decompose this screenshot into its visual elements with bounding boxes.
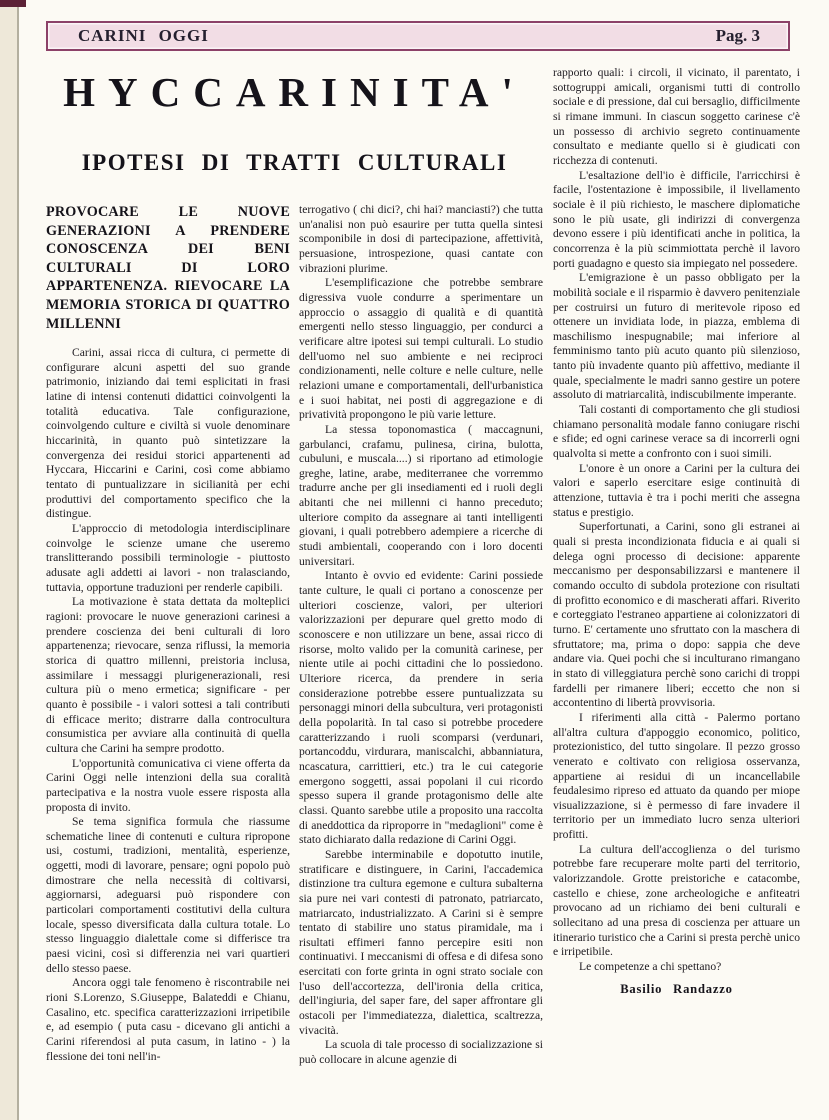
masthead-bar: [46, 21, 790, 51]
article-paragraph: Sarebbe interminabile e dopotutto inutile, stratificare e distinguere, in Carini, l'accademica distinzione tra cultura egemone e cultura subalterna sia pure nei vari contesti di patronato, patriarcato, matriarcato, industrializzato. A Carini si è sempre tentato di stabilire uno status piramidale, ma i risultati effimeri fanno percepire esiti non continuativi. I meccanismi di offesa e di difesa sono esercitati con forte grinta in ogni strato sociale con l'uso dell'accortezza, dell'ironia della critica, dell'ingiuria, del saper fare, del saper affrontare gli ostacoli per l'immediatezza, dialettica, scaltrezza, vivacità.: [299, 847, 543, 1037]
scan-page-edge: [0, 0, 19, 1120]
article-paragraph: Carini, assai ricca di cultura, ci permette di configurare alcuni aspetti del suo grande patrimonio, iniziando dai temi esplicitati in frasi latine di intensi contenuti didattici coinvolgenti la totalità educativa. Tale configurazione, coinvolgendo culture e civiltà si vuole denominare hiccarinità, in quanto può sintetizzare la convergenza dei residui storici appartenenti ad Hyccara, Hiccarini e Carini, così come abbiamo tentato di puntualizzare in sicilianità per echi produttivi del comportamento specifico che la distingue.: [46, 346, 290, 521]
column-2: [299, 203, 543, 1068]
article-paragraph: La cultura dell'accoglienza o del turismo potrebbe fare recuperare molte parti del territorio, valorizzandole. Grotte preistoriche e catacombe, castello e chiese, zone archeologiche e anfiteatri provocano ad un richiamo dei beni culturali e sollecitano ad una presa di coscienza per attuare un itinerario turistico che a Carini si presta perchè unico e irripetibile.: [553, 842, 800, 959]
column-1: [46, 203, 290, 1068]
column-3: [553, 58, 800, 1120]
newspaper-name: CARINI OGGI: [78, 26, 209, 45]
author-byline: Basilio Randazzo: [620, 981, 733, 996]
article-paragraph: Superfortunati, a Carini, sono gli estranei ai quali si presta incondizionata fiducia e ai quali si delega ogni processo di decisione: apparente meccanismo per desponsabilizzarsi e mantenere il comando occulto di subdola protezione con risultati di profitto economico e di mascherati affari. Riverito e corteggiato l'estraneo appartiene ai colonizzatori di turno. E' certamente uno sfruttato con la maschera di sfruttatore; ma, prima o dopo: sappia che deve andare via. Quei pochi che si inculturano rimangano in stato di villeggiatura perchè sono carichi di troppi fardelli per rimanere liberi; eccetto che non si accontentino di libertà provvisoria.: [553, 520, 800, 710]
article-paragraph: Ancora oggi tale fenomeno è riscontrabile nei rioni S.Lorenzo, S.Giuseppe, Balateddi e Chianu, Casalino, etc. specifica caratterizzazioni irripetibile e, ad esempio ( puta casu - dicevano gli antichi a Carini riferendosi al puta casum, in latino - ) la flessione dei toni nell'in-: [46, 976, 290, 1063]
article-paragraph: L'esemplificazione che potrebbe sembrare digressiva vuole condurre a sperimentare un approccio o assaggio di qualità e di quantità emergenti nello stesso linguaggio, per condurci a verificare altre ipotesi sui tempi culturali. Lo studio dell'uomo nel suo ambiente e nei reciproci condizionamenti, nelle colture e nelle culture, nelle relazioni umane e comportamentali, dell'urbanistica e i suoi habitat, nei posti di aggregazione e di privatività propongono le più varie letture.: [299, 276, 543, 422]
article-paragraph: Se tema significa formula che riassume schematiche linee di contenuti e cultura ripropone usi, costumi, tradizioni, mentalità, esperienze, oggetti, modi di lavorare, pensare; ogni popolo può dimostrare che nella necessità di coltivarsi, aggiornarsi, adeguarsi può rispondere con particolari comportamenti costitutivi della cultura locale, spesso diversificata dalla cultura totale. Lo stesso linguaggio dialettale come si differisce tra paesi vicini, così si differenzia nei vari quartieri dello stesso paese.: [46, 815, 290, 975]
article-subtitle: IPOTESI DI TRATTI CULTURALI: [81, 150, 508, 175]
article-paragraph: Intanto è ovvio ed evidente: Carini possiede tante culture, le quali ci portano a conoscenze per ulteriori coscienze, valori, per ulteriori valorizzazioni per depurare quel gretto modo di sconoscere e non utilizzare un bene, assai ricco di risorse, molto valido per la comunità carinese, per niente utile ai pochi cittadini che lo possiedono. Ulteriore ricerca, da prendere in seria considerazione potrebbe essere puntualizzata su personaggi minori della subcultura, veri protagonisti della popolarità. In tal caso si potrebbe procedere caratterizzando i ruoli scomparsi (verdunari, portancoddu, virdurara, maniscalchi, abbanniatura, ncascatura, carrittieri, etc.) tra le cui categorie emergono soggetti, assai popolani il cui ricordo spesso supera il grande protagonismo delle alte classi. Quanto sarebbe utile a proposito una raccolta di aneddottica da riproporre in "medaglioni" come è stato dichiarato dalla redazione di Carini Oggi.: [299, 569, 543, 847]
article-lead: PROVOCARE LE NUOVE GENERAZIONI A PRENDERE CONOSCENZA DEI BENI CULTURALI DI LORO APPARTENENZA. RIEVOCARE LA MEMORIA STORICA DI QUATTRO MILLENNI: [46, 204, 290, 332]
article-paragraph: terrogativo ( chi dici?, chi hai? manciasti?) che tutta un'analisi non può esaurire per tutta quella sintesi scomponibile in dosi di partecipazione, affettività, persuasione, introspezione, quasi cantate con vibrazioni plurime.: [299, 203, 543, 275]
article-paragraph: I riferimenti alla città - Palermo portano all'altra cultura d'appoggio economico, politico, protezionistico, del tutto singolare. Il pezzo grosso venerato e coltivato con religiosa osservanza, appartiene ai residui di un incancellabile feudalesimo ripreso ed attuato da quando per miope visualizzazione, si è permesso di fare invadere il territorio per un immediato lucro senza ulteriori profitti.: [553, 710, 800, 842]
article-paragraph: Le competenze a chi spettano?: [579, 960, 722, 974]
page-number: Pag. 3: [715, 26, 760, 45]
article-paragraph: L'approccio di metodologia interdisciplinare coinvolge le scienze umane che useremo translitterando possibili terminologie - piuttosto adusate agli addetti ai lavori - non tralasciando, tuttavia, opportune traduzioni per renderle capibili.: [46, 522, 290, 594]
article-body: [46, 58, 800, 1120]
article-paragraph: L'emigrazione è un passo obbligato per la mobilità sociale e il risparmio è davvero penitenziale per costruirsi un futuro di meritevole riposo ed ottenere un invidiata lode, in piazza, emblema di maschilismo inespugnabile; mai inferiore al femminismo tanto più acuto quanto più silenzioso, tanto più invadente quanto più affettivo, mediante il quale, specialmente le madri sanno gestire un potere assoluto di matriarcalità, indiscubilmente imperante.: [553, 271, 800, 402]
scan-corner-artifact: [0, 0, 26, 7]
article-paragraph: L'esaltazione dell'io è difficile, l'arricchirsi è facile, l'ostentazione è impossibile, il livellamento sociale è il più richiesto, le maschere diplomatiche sono le più usate, gli indirizzi di convergenza devono essere i più identificati anche in politica, la concorrenza è la più scimmiottata perchè il lavoro porti guadagno e questo sia impiegato nel possedere.: [553, 168, 800, 270]
article-paragraph: rapporto quali: i circoli, il vicinato, il parentato, i sottogruppi amicali, organismi tutti di controllo sociale e di pressione, dal cui bersaglio, difficilmente si rimane immuni. In ciascun soggetto carinese c'è un possesso di archivio segreto continuamente consultato e mediante quello si è giudicati con ricchezza di contenuti.: [553, 66, 800, 167]
article-title: HYCCARINITA': [63, 69, 526, 115]
article-paragraph: La stessa toponomastica ( maccagnuni, garbulanci, crafamu, pulinesa, cirina, bulotta, cubuluni, e muscala....) si riportano ad etimologie greghe, latine, arabe, mediterranee che vorremmo tradurre anche per gli insediamenti ed i ruoli degli abitanti che nei millenni ci hanno preceduto; ulteriore compito da assegnare ai tanti intelligenti giovani, i quali potrebbero adempiere a ricerche di studi ambientali, cooperando con i loro docenti universitari.: [299, 422, 543, 568]
article-paragraph: L'onore è un onore a Carini per la cultura dei valori e saperlo esercitare esige continuità di attenzione, tuttavia è tra i pochi meriti che assegna status e prestigio.: [553, 461, 800, 519]
two-column-block: [46, 203, 543, 1068]
article-paragraph: La motivazione è stata dettata da molteplici ragioni: provocare le nuove generazioni carinesi a prendere coscienza dei beni culturali di loro appartenenza; rievocare, senza riflussi, la memoria storica di quattro millenni, preistoria inclusa, assimilare i messaggi plurigenerazionali, resi cultura più o meno ermetica; significare - per quanto è possibile - i valori sottesi a tali contributi di efficace merito; distrarre dalla controcultura consumistica per avviare alla continuità di quella cultura che Carini ha sempre prodotto.: [46, 595, 290, 755]
article-paragraph: Tali costanti di comportamento che gli studiosi chiamano personalità modale fanno coniugare rischi e sfide; ed ogni carinese verace sa di incorrerli ogni qualvolta si mette a confronto con i suoi simili.: [553, 403, 800, 461]
article-paragraph: La scuola di tale processo di socializzazione si può collocare in alcune agenzie di: [299, 1038, 543, 1067]
article-left-section: [46, 58, 543, 1120]
article-paragraph: L'opportunità comunicativa ci viene offerta da Carini Oggi nelle intenzioni della sua coralità partecipativa e la nostra vuole essere risposta alla proposta di invito.: [46, 756, 290, 814]
